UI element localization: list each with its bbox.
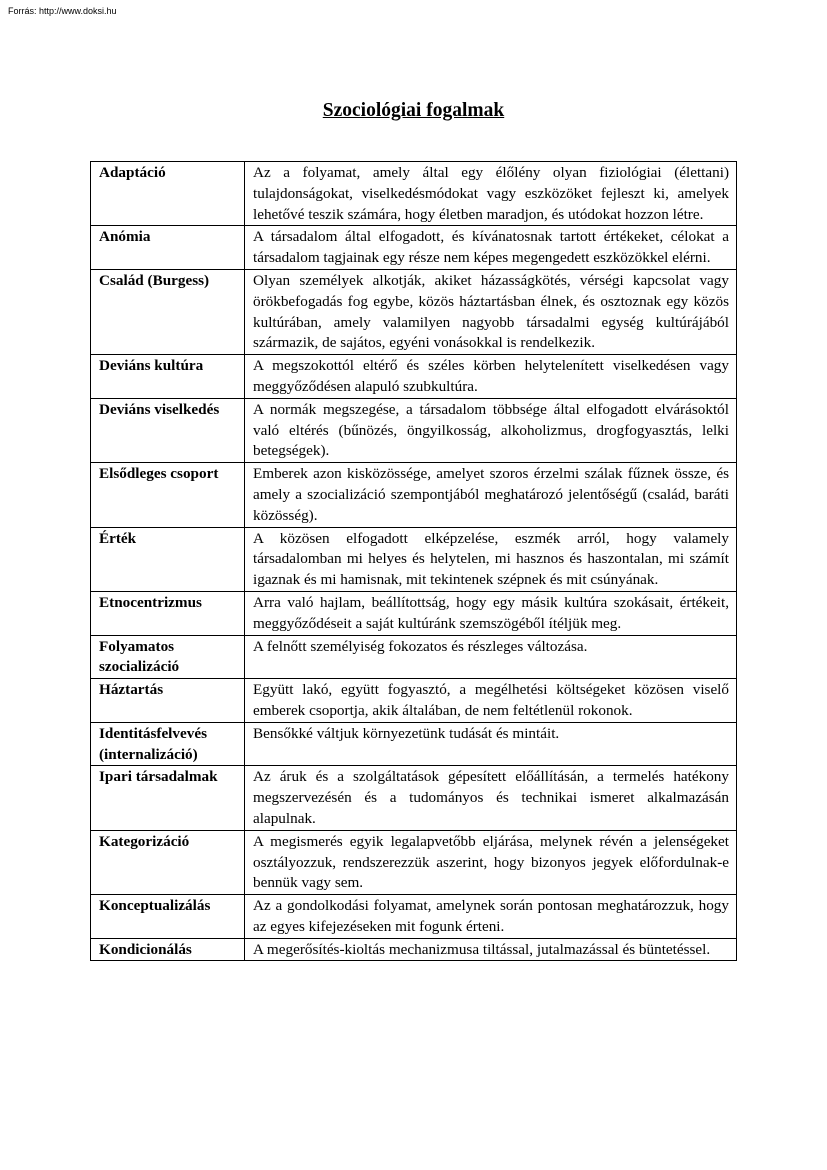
term-cell: Család (Burgess)	[91, 269, 245, 354]
term-cell: Deviáns viselkedés	[91, 398, 245, 462]
table-row	[91, 269, 737, 354]
table-row	[91, 895, 737, 939]
table-row	[91, 722, 737, 766]
definition-cell: A társadalom által elfogadott, és kívánatosnak tartott értékeket, célokat a társadalom tagjainak egy része nem képes megengedett eszközökkel elérni.	[245, 226, 737, 270]
table-row	[91, 162, 737, 226]
term-cell: Kondicionálás	[91, 938, 245, 961]
term-cell: Kategorizáció	[91, 830, 245, 894]
table-row	[91, 527, 737, 591]
term-cell: Anómia	[91, 226, 245, 270]
glossary-table	[90, 161, 737, 961]
definition-cell: Emberek azon kisközössége, amelyet szoros érzelmi szálak fűznek össze, és amely a szocializáció szempontjából meghatározó jelentőségű (család, baráti közösség).	[245, 463, 737, 527]
source-note: Forrás: http://www.doksi.hu	[8, 6, 117, 16]
term-cell: Deviáns kultúra	[91, 355, 245, 399]
table-row	[91, 830, 737, 894]
definition-cell: A felnőtt személyiség fokozatos és részleges változása.	[245, 635, 737, 679]
table-row	[91, 591, 737, 635]
definition-cell: A megismerés egyik legalapvetőbb eljárása, melynek révén a jelenségeket osztályozzuk, rendszerezzük aszerint, hogy bizonyos jegyek előfordulnak-e bennük vagy sem.	[245, 830, 737, 894]
definition-cell: Az áruk és a szolgáltatások gépesített előállításán, a termelés hatékony megszervezésén és a tudományos és technikai ismeret alkalmazásán alapulnak.	[245, 766, 737, 830]
page-title: Szociológiai fogalmak	[322, 100, 505, 121]
definition-cell: A megszokottól eltérő és széles körben helytelenített viselkedésen vagy meggyőződésen alapuló szubkultúra.	[245, 355, 737, 399]
term-cell: Elsődleges csoport	[91, 463, 245, 527]
table-row	[91, 398, 737, 462]
table-row	[91, 766, 737, 830]
definition-cell: A közösen elfogadott elképzelése, eszmék arról, hogy valamely társadalomban mi helyes és helytelen, mi hasznos és haszontalan, mi számít igaznak és mi hamisnak, mit tekintenek szépnek és mit csúnyának.	[245, 527, 737, 591]
definition-cell: Együtt lakó, együtt fogyasztó, a megélhetési költségeket közösen viselő emberek csoportja, akik általában, de nem feltétlenül rokonok.	[245, 679, 737, 723]
term-cell: Érték	[91, 527, 245, 591]
term-cell: Identitásfelvevés (internalizáció)	[91, 722, 245, 766]
glossary-body	[91, 162, 737, 961]
definition-cell: Olyan személyek alkotják, akiket házasságkötés, vérségi kapcsolat vagy örökbefogadás fog egybe, közös háztartásban élnek, és osztoznak egy közös kultúrában, amely valamilyen nagyobb társadalmi egység kultúrájából származik, de sajátos, egyéni vonásokkal is rendelkezik.	[245, 269, 737, 354]
table-row	[91, 635, 737, 679]
definition-cell: A normák megszegése, a társadalom többsége által elfogadott elvárásoktól való eltérés (bűnözés, öngyilkosság, alkoholizmus, drogfogyasztás, lelki betegségek).	[245, 398, 737, 462]
term-cell: Konceptualizálás	[91, 895, 245, 939]
table-row	[91, 938, 737, 961]
term-cell: Folyamatos szocializáció	[91, 635, 245, 679]
definition-cell: A megerősítés-kioltás mechanizmusa tiltással, jutalmazással és büntetéssel.	[245, 938, 737, 961]
definition-cell: Az a gondolkodási folyamat, amelynek során pontosan meghatározzuk, hogy az egyes kifejezéseken mit fogunk érteni.	[245, 895, 737, 939]
definition-cell: Arra való hajlam, beállítottság, hogy egy másik kultúra szokásait, értékeit, meggyőződéseit a saját kultúránk szemszögéből ítéljük meg.	[245, 591, 737, 635]
table-row	[91, 463, 737, 527]
table-row	[91, 679, 737, 723]
definition-cell: Bensőkké váltjuk környezetünk tudását és mintáit.	[245, 722, 737, 766]
term-cell: Ipari társadalmak	[91, 766, 245, 830]
definition-cell: Az a folyamat, amely által egy élőlény olyan fiziológiai (élettani) tulajdonságokat, viselkedésmódokat vagy eszközöket fejleszt ki, amelyek lehetővé teszik számára, hogy életben maradjon, és utódokat hozzon létre.	[245, 162, 737, 226]
term-cell: Etnocentrizmus	[91, 591, 245, 635]
term-cell: Háztartás	[91, 679, 245, 723]
term-cell: Adaptáció	[91, 162, 245, 226]
table-row	[91, 355, 737, 399]
table-row	[91, 226, 737, 270]
